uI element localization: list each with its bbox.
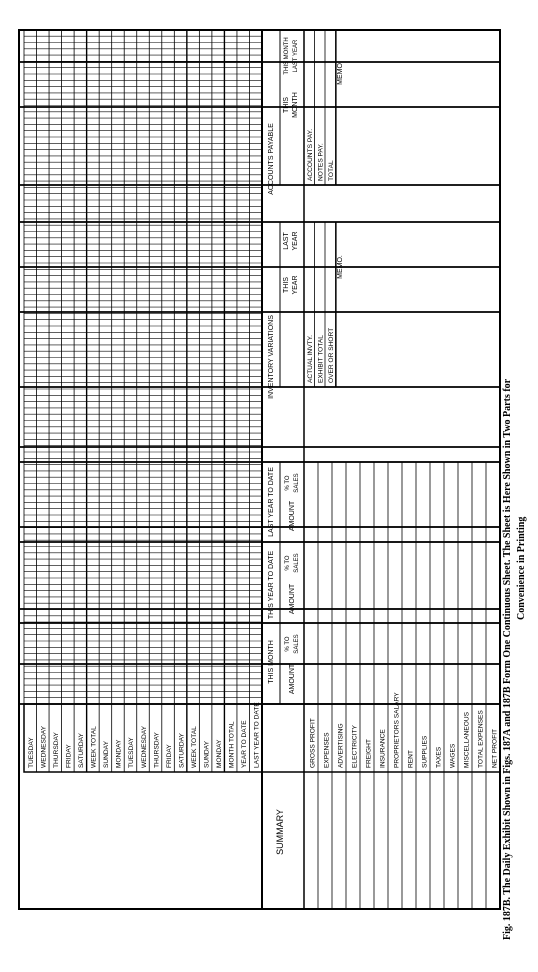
- summary-row-label: TOTAL EXPENSES: [477, 710, 485, 768]
- last-year-pct-label: % TO: [285, 475, 291, 491]
- accounts-last-year-1: THIS MONTH: [284, 37, 290, 75]
- summary-row-label: GROSS PROFIT: [309, 718, 317, 768]
- day-label: THURSDAY: [153, 732, 161, 768]
- day-label: LAST YEAR TO DATE: [253, 702, 261, 768]
- last-year-heading: LAST YEAR TO DATE: [268, 467, 275, 537]
- day-label: TUESDAY: [128, 737, 136, 768]
- this-month-pct-label: % TO: [285, 636, 291, 652]
- this-year-amount-label: AMOUNT: [289, 583, 296, 615]
- summary-row-label: NET PROFIT: [491, 728, 499, 768]
- summary-row-label: RENT: [407, 750, 415, 768]
- summary-row-label: FREIGHT: [365, 739, 373, 768]
- day-label: FRIDAY: [165, 744, 173, 768]
- day-label: SUNDAY: [203, 741, 211, 768]
- summary-row-label: SUPPLIES: [421, 735, 429, 768]
- day-label: WEEK TOTAL: [90, 726, 98, 768]
- this-month-amount-label: AMOUNT: [289, 663, 296, 695]
- inventory-row-label: ACTUAL INVTY.: [307, 334, 314, 383]
- accounts-last-year-2: LAST YEAR: [293, 39, 299, 73]
- day-label: WEDNESDAY: [40, 725, 48, 768]
- summary-block: [262, 462, 500, 909]
- day-label: MONTH TOTAL: [228, 721, 236, 768]
- day-label: MONDAY: [215, 739, 223, 768]
- accounts-memo: MEMO.: [337, 61, 344, 85]
- this-month-heading: THIS MONTH: [268, 640, 275, 684]
- last-year-amount-label: AMOUNT: [289, 500, 296, 532]
- summary-rows: [262, 462, 500, 909]
- caption-line-1: Fig. 187B. The Daily Exhibit Shown in Figs. 187A and 187B Form One Continuous Sheet. The Sheet is Here Shown in Two Parts for: [502, 378, 513, 940]
- inventory-memo: MEMO.: [337, 255, 344, 279]
- summary-row-label: MISCELLANEOUS: [463, 711, 471, 768]
- caption-line-2: Convenience in Printing: [516, 516, 527, 620]
- inventory-row-label: EXHIBIT TOTAL: [317, 335, 325, 383]
- this-month-sales-label: SALES: [294, 634, 300, 654]
- summary-row-label: PROPRIETORS SALARY: [393, 692, 401, 768]
- accounts-row-label: ACCOUNTS PAY.: [307, 128, 314, 181]
- inventory-variations: [268, 222, 344, 399]
- daily-grid: [19, 30, 500, 772]
- day-label: SATURDAY: [178, 733, 186, 768]
- day-label: FRIDAY: [65, 744, 73, 768]
- summary-row-label: INSURANCE: [379, 729, 387, 768]
- inventory-this-year-2: YEAR: [292, 275, 299, 295]
- day-labels: [28, 702, 260, 768]
- inventory-last-year-1: LAST: [283, 232, 290, 250]
- summary-row-label: WAGES: [449, 743, 457, 768]
- day-label: WEDNESDAY: [140, 725, 148, 768]
- accounts-payable: [268, 30, 344, 195]
- accounts-row-label: TOTAL: [328, 160, 335, 181]
- summary-heading: SUMMARY: [275, 809, 285, 855]
- summary-row-label: EXPENSES: [323, 732, 331, 768]
- last-year-sales-label: SALES: [294, 473, 300, 493]
- day-label: SATURDAY: [78, 733, 86, 768]
- inventory-this-year-1: THIS: [283, 277, 290, 293]
- money-headers: [268, 467, 300, 694]
- inventory-last-year-2: YEAR: [292, 231, 299, 251]
- caption-2: [516, 517, 527, 620]
- summary-row-label: ADVERTISING: [337, 723, 345, 768]
- summary-row-label: TAXES: [435, 746, 443, 768]
- day-label: TUESDAY: [28, 737, 36, 768]
- day-label: MONDAY: [115, 739, 123, 768]
- day-label: THURSDAY: [53, 732, 61, 768]
- day-label: WEEK TOTAL: [190, 726, 198, 768]
- accounts-row-label: NOTES PAY.: [317, 143, 325, 181]
- summary-row-label: ELECTRICITY: [351, 725, 359, 768]
- this-year-sales-label: SALES: [294, 553, 300, 573]
- day-label: SUNDAY: [103, 741, 111, 768]
- accounts-this-month-2: MONTH: [292, 92, 299, 118]
- accounts-this-month-1: THIS: [283, 97, 290, 113]
- accounts-heading: ACCOUNTS PAYABLE: [268, 123, 275, 195]
- inventory-row-label: OVER OR SHORT: [328, 327, 335, 383]
- this-year-heading: THIS YEAR TO DATE: [268, 550, 275, 620]
- inventory-heading: INVENTORY VARIATIONS: [268, 315, 275, 399]
- caption: [502, 378, 513, 940]
- this-year-pct-label: % TO: [285, 555, 291, 571]
- day-label: YEAR TO DATE: [240, 720, 248, 768]
- outer-frame: [19, 30, 500, 909]
